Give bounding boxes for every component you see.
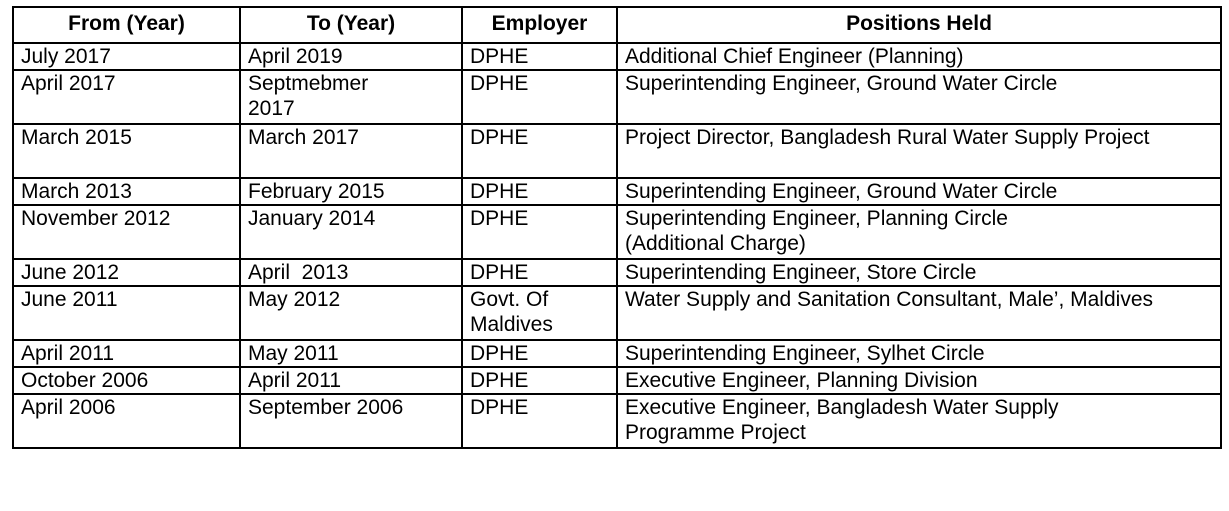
cell-position: Executive Engineer, Planning Division bbox=[617, 367, 1221, 394]
employment-history-table-wrapper bbox=[12, 6, 1222, 449]
cell-employer: DPHE bbox=[462, 367, 617, 394]
table-row bbox=[13, 340, 1221, 367]
header-employer: Employer bbox=[462, 7, 617, 43]
header-to-year: To (Year) bbox=[240, 7, 462, 43]
cell-employer: DPHE bbox=[462, 178, 617, 205]
cell-employer: DPHE bbox=[462, 394, 617, 448]
cell-employer: DPHE bbox=[462, 43, 617, 70]
cell-position: Executive Engineer, Bangladesh Water Supply Programme Project bbox=[617, 394, 1221, 448]
cell-employer: DPHE bbox=[462, 124, 617, 178]
cell-position: Additional Chief Engineer (Planning) bbox=[617, 43, 1221, 70]
table-row bbox=[13, 367, 1221, 394]
cell-to: March 2017 bbox=[240, 124, 462, 178]
cell-employer: DPHE bbox=[462, 340, 617, 367]
cell-to: September 2006 bbox=[240, 394, 462, 448]
cell-position: Superintending Engineer, Planning Circle (Additional Charge) bbox=[617, 205, 1221, 259]
table-row bbox=[13, 205, 1221, 259]
cell-from: April 2006 bbox=[13, 394, 240, 448]
cell-from: November 2012 bbox=[13, 205, 240, 259]
table-row bbox=[13, 394, 1221, 448]
employment-history-table bbox=[12, 6, 1222, 449]
cell-to: February 2015 bbox=[240, 178, 462, 205]
table-row bbox=[13, 70, 1221, 124]
cell-to: May 2011 bbox=[240, 340, 462, 367]
header-row bbox=[13, 7, 1221, 43]
cell-employer: Govt. Of Maldives bbox=[462, 286, 617, 340]
cell-from: April 2011 bbox=[13, 340, 240, 367]
cell-to: January 2014 bbox=[240, 205, 462, 259]
cell-to: April 2013 bbox=[240, 259, 462, 286]
cell-employer: DPHE bbox=[462, 259, 617, 286]
cell-from: July 2017 bbox=[13, 43, 240, 70]
cell-to: April 2011 bbox=[240, 367, 462, 394]
cell-position: Superintending Engineer, Ground Water Circle bbox=[617, 178, 1221, 205]
cell-from: June 2012 bbox=[13, 259, 240, 286]
cell-from: June 2011 bbox=[13, 286, 240, 340]
table-header bbox=[13, 7, 1221, 43]
cell-to: Septmebmer 2017 bbox=[240, 70, 462, 124]
header-positions-held: Positions Held bbox=[617, 7, 1221, 43]
table-row bbox=[13, 43, 1221, 70]
cell-employer: DPHE bbox=[462, 70, 617, 124]
cell-position: Superintending Engineer, Ground Water Circle bbox=[617, 70, 1221, 124]
cell-from: April 2017 bbox=[13, 70, 240, 124]
table-row bbox=[13, 259, 1221, 286]
cell-position: Water Supply and Sanitation Consultant, Male’, Maldives bbox=[617, 286, 1221, 340]
cell-position: Project Director, Bangladesh Rural Water Supply Project bbox=[617, 124, 1221, 178]
header-from-year: From (Year) bbox=[13, 7, 240, 43]
cell-position: Superintending Engineer, Store Circle bbox=[617, 259, 1221, 286]
cell-employer: DPHE bbox=[462, 205, 617, 259]
cell-from: October 2006 bbox=[13, 367, 240, 394]
table-body bbox=[13, 43, 1221, 448]
table-row bbox=[13, 124, 1221, 178]
cell-position: Superintending Engineer, Sylhet Circle bbox=[617, 340, 1221, 367]
cell-from: March 2013 bbox=[13, 178, 240, 205]
table-row bbox=[13, 286, 1221, 340]
cell-to: April 2019 bbox=[240, 43, 462, 70]
table-row bbox=[13, 178, 1221, 205]
cell-from: March 2015 bbox=[13, 124, 240, 178]
cell-to: May 2012 bbox=[240, 286, 462, 340]
